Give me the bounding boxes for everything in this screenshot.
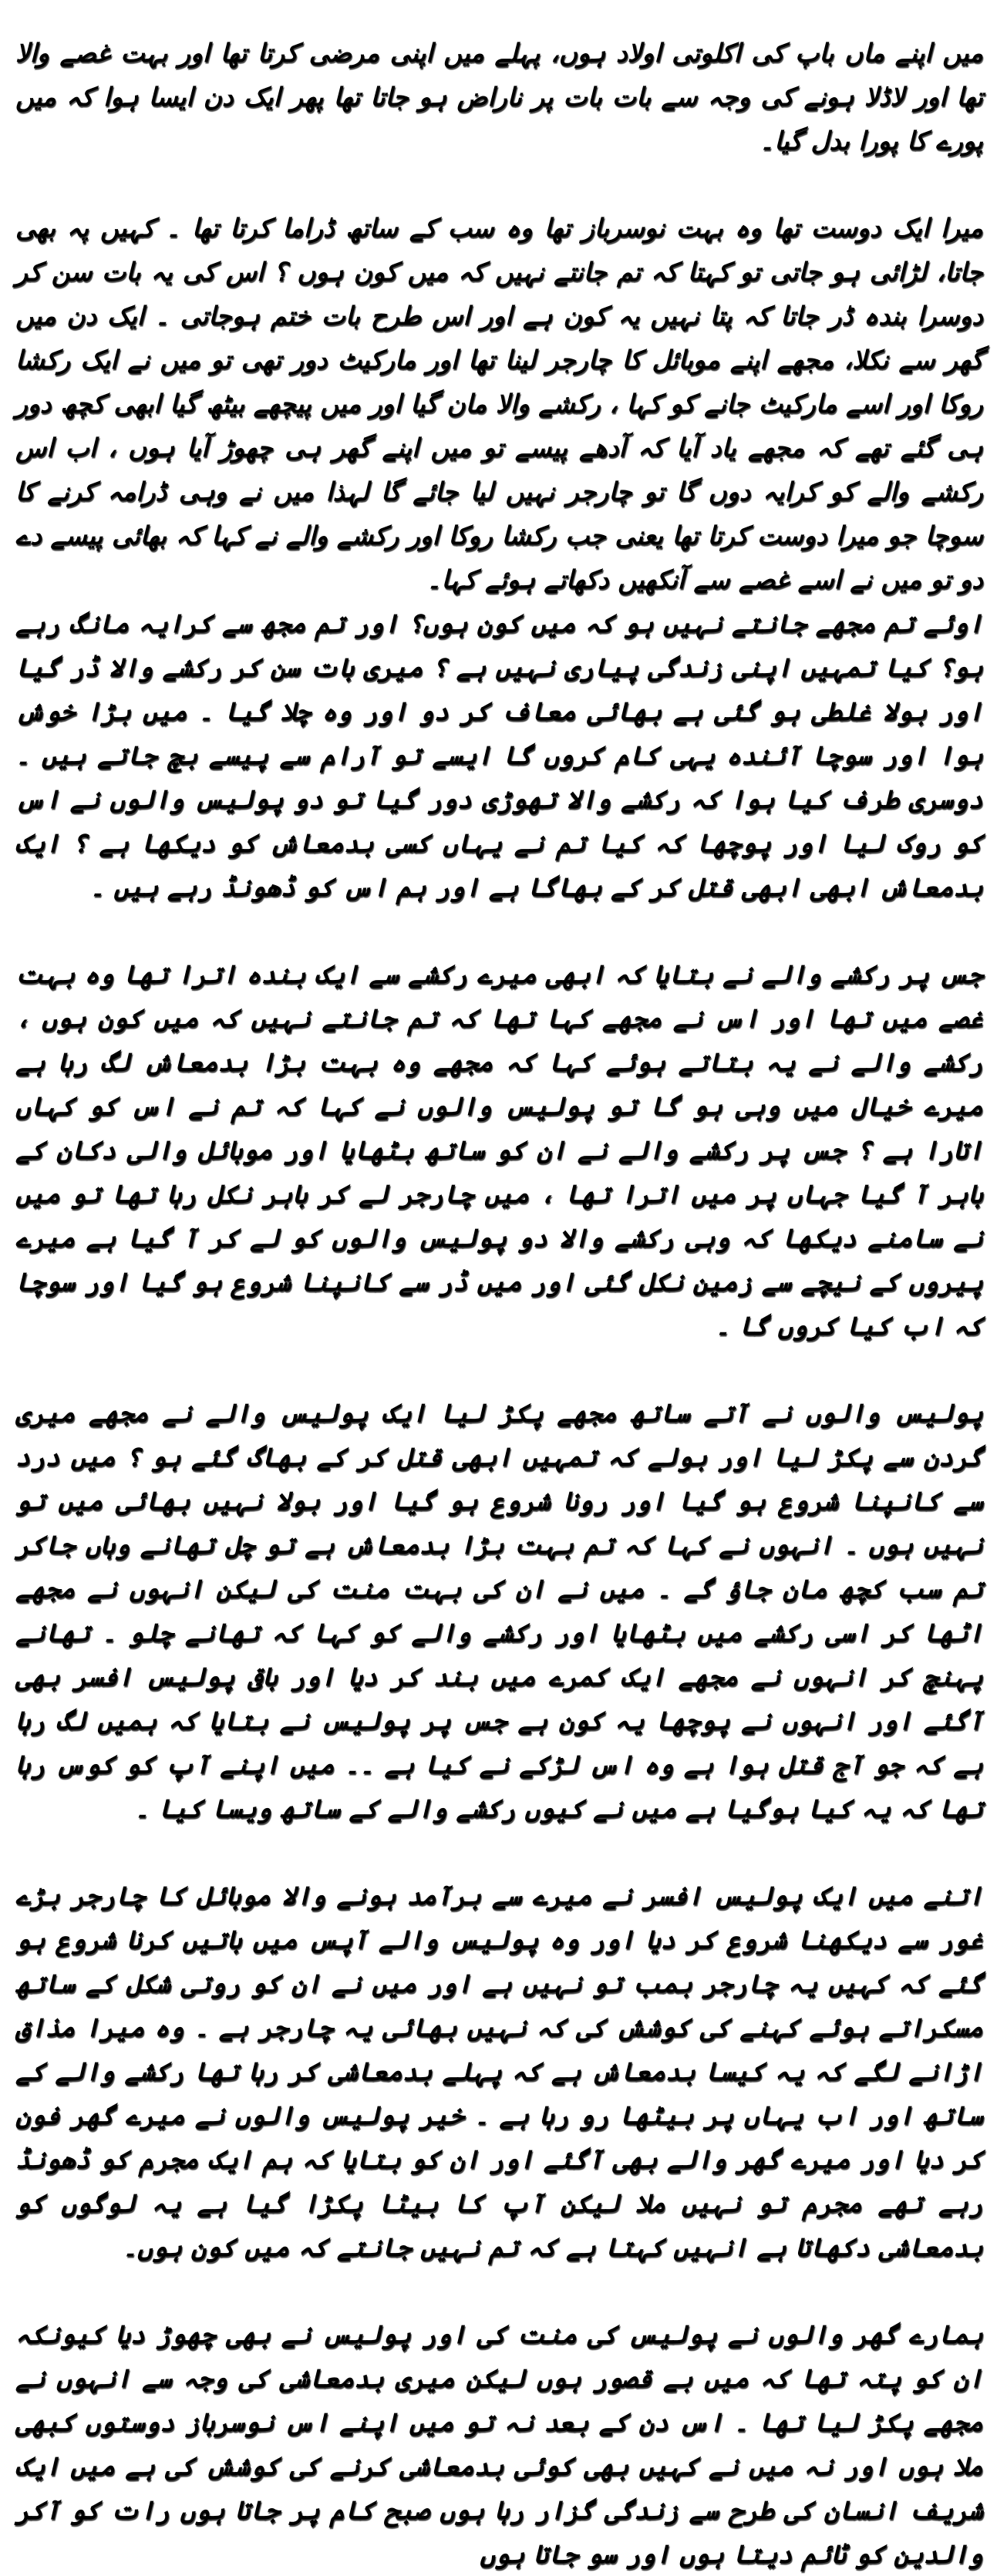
paragraph-friend-and-rickshaw: میرا ایک دوست تھا وہ بہت نوسرباز تھا وہ سب کے ساتھ ڈراما کرتا تھا ۔ کہیں پہ بھی جاتا، لڑائی ہو جاتی تو کہتا کہ تم جانتے نہیں کہ میں کون ہوں ؟ اس کی یہ بات سن کر دوسرا بندہ ڈر جاتا کہ پتا نہیں یہ کون ہے اور اس طرح بات ختم ہوجاتی ۔ ایک دن میں گھر سے نکلا، مجھے اپنے موبائل کا چارجر لینا تھا اور مارکیٹ دور تھی تو میں نے ایک رکشا روکا اور اسے مارکیٹ جانے کو کہا ، رکشے والا مان گیا اور میں پیچھے بیٹھ گیا ابھی کچھ دور ہی گئے تھے کہ مجھے یاد آیا کہ آدھے پیسے تو میں اپنے گھر ہی چھوڑ آیا ہوں ، اب اس رکشے والے کو کرایہ دوں گا تو چارجر نہیں لیا جائے گا لہذا میں نے وہی ڈرامہ کرنے کا سوچا جو میرا دوست کرتا تھا یعنی جب رکشا روکا اور رکشے والے نے کہا کہ بھائی پیسے دے دو تو میں نے اسے غصے سے آنکھیں دکھاتے ہوئے کہا۔ (15, 213, 983, 594)
paragraph-threatening-driver: اوئے تم مجھے جانتے نہیں ہو کہ میں کون ہوں؟ اور تم مجھ سے کرایہ مانگ رہے ہو؟ کیا تمہیں اپنی زندگی پیاری نہیں ہے ؟ میری بات سن کر رکشے والا ڈر گیا اور بولا غلطی ہو گئی ہے بھائی معاف کر دو اور وہ چلا گیا ۔ میں بڑا خوش ہوا اور سوچا آئندہ یہی کام کروں گا ایسے تو آرام سے پیسے بچ جاتے ہیں ۔ دوسری طرف کیا ہوا کہ رکشے والا تھوڑی دور گیا تو دو پولیس والوں نے اس کو روک لیا اور پوچھا کہ کیا تم نے یہاں کسی بدمعاش کو دیکھا ہے ؟ ایک بدمعاش ابھی ابھی قتل کر کے بھاگا ہے اور ہم اس کو ڈھونڈ رہے ہیں ۔ (15, 608, 983, 902)
paragraph-release-and-lesson: ہمارے گھر والوں نے پولیس کی منت کی اور پولیس نے بھی چھوڑ دیا کیونکہ ان کو پتہ تھا کہ میں بے قصور ہوں لیکن میری بدمعاشی کی وجہ سے انہوں نے مجھے پکڑ لیا تھا ۔ اس دن کے بعد نہ تو میں اپنے اس نوسرباز دوستوں کبھی ملا ہوں اور نہ میں نے کہیں بھی کوئی بدمعاشی کرنے کی کوشش کی ہے میں ایک شریف انسان کی طرح سے زندگی گزار رہا ہوں صبح کام پر جاتا ہوں رات کو آکر والدین کو ٹائم دیتا ہوں اور سو جاتا ہوں (15, 2319, 983, 2569)
urdu-story-document (15, 31, 983, 2576)
paragraph-driver-tells-police: جس پر رکشے والے نے بتایا کہ ابھی میرے رکشے سے ایک بندہ اترا تھا وہ بہت غصے میں تھا اور اس نے مجھے کہا تھا کہ تم جانتے نہیں کہ میں کون ہوں ، رکشے والے نے یہ بتاتے ہوئے کہا کہ مجھے وہ بہت بڑا بدمعاش لگ رہا ہے میرے خیال میں وہی ہو گا تو پولیس والوں نے کہا کہ تم نے اس کو کہاں اتارا ہے ؟ جس پر رکشے والے نے ان کو ساتھ بٹھایا اور موبائل والی دکان کے باہر آ گیا جہاں پر میں اترا تھا ، میں چارجر لے کر باہر نکل رہا تھا تو میں نے سامنے دیکھا کہ وہی رکشے والا دو پولیس والوں کو لے کر آ گیا ہے میرے پیروں کے نیچے سے زمین نکل گئی اور میں ڈر سے کانپنا شروع ہو گیا اور سوچا کہ اب کیا کروں گا ۔ (15, 959, 983, 1341)
paragraph-intro: میں اپنے ماں باپ کی اکلوتی اولاد ہوں، پہلے میں اپنی مرضی کرتا تھا اور بہت غصے والا تھا اور لاڈلا ہونے کی وجہ سے بات بات پر ناراض ہو جاتا تھا پھر ایک دن ایسا ہوا کہ میں پورے کا پورا بدل گیا۔ (15, 38, 983, 156)
paragraph-charger-at-station: اتنے میں ایک پولیس افسر نے میرے سے برآمد ہونے والا موبائل کا چارجر بڑے غور سے دیکھنا شروع کر دیا اور وہ پولیس والے آپس میں باتیں کرنا شروع ہو گئے کہ کہیں یہ چارجر بمب تو نہیں ہے اور میں نے ان کو روتی شکل کے ساتھ مسکراتے ہوئے کہنے کی کوشش کی کہ نہیں بھائی یہ چارجر ہے ۔ وہ میرا مذاق اڑانے لگے کہ یہ کیسا بدمعاش ہے کہ پہلے بدمعاشی کر رہا تھا رکشے والے کے ساتھ اور اب یہاں پر بیٹھا رو رہا ہے ۔ خیر پولیس والوں نے میرے گھر فون کر دیا اور میرے گھر والے بھی آگئے اور ان کو بتایا کہ ہم ایک مجرم کو ڈھونڈ رہے تھے مجرم تو نہیں ملا لیکن آپ کا بیٹا پکڑا گیا ہے یہ لوگوں کو بدمعاشی دکھاتا ہے انہیں کہتا ہے کہ تم نہیں جانتے کہ میں کون ہوں۔ (15, 1881, 983, 2262)
paragraph-arrest: پولیس والوں نے آتے ساتھ مجھے پکڑ لیا ایک پولیس والے نے مجھے میری گردن سے پکڑ لیا اور بولے کہ تمہیں ابھی قتل کر کے بھاگ گئے ہو ؟ میں درد سے کانپنا شروع ہو گیا اور رونا شروع ہو گیا اور بولا نہیں بھائی میں تو نہیں ہوں ۔ انہوں نے کہا کہ تم بہت بڑا بدمعاش ہے تو چل تھانے وہاں جاکر تم سب کچھ مان جاؤ گے ۔ میں نے ان کی بہت منت کی لیکن انہوں نے مجھے اٹھا کر اسی رکشے میں بٹھایا اور رکشے والے کو کہا کہ تھانے چلو ۔ تھانے پہنچ کر انہوں نے مجھے ایک کمرے میں بند کر دیا اور باقی پولیس افسر بھی آگئے اور انہوں نے پوچھا یہ کون ہے جس پر پولیس نے بتایا کہ ہمیں لگ رہا ہے کہ جو آج قتل ہوا ہے وہ اس لڑکے نے کیا ہے ۔۔ میں اپنے آپ کو کوس رہا تھا کہ یہ کیا ہوگیا ہے میں نے کیوں رکشے والے کے ساتھ ویسا کیا ۔ (15, 1398, 983, 1823)
